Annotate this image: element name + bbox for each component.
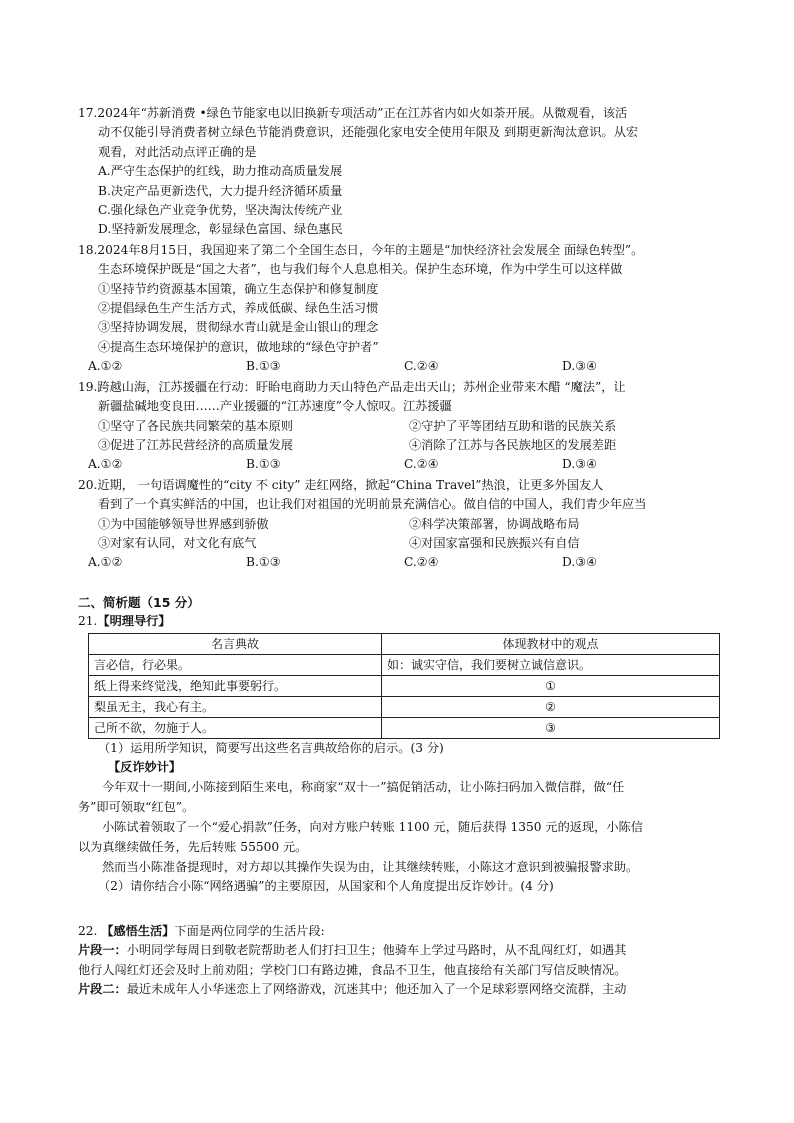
question-17 [78,104,720,240]
q20-stem-line: 看到了一个真实鲜活的中国，也让我们对祖国的光明前景充满信心。做自信的中国人，我们青少年应当 [98,497,647,512]
section-title: 二、简析题（15 分） [78,594,200,610]
q18-statement: ③坚持协调发展，贯彻绿水青山就是金山银山的理念 [98,320,379,335]
story-line: 务”即可领取“红包”。 [78,799,195,814]
q17-option-a: A.严守生态保护的红线，助力推动高质量发展 [98,164,343,179]
table-cell-quote: 梨虽无主，我心有主。 [89,696,382,717]
q19-option-a: A.①② [88,457,123,472]
q18-option-c: C.②④ [404,359,439,374]
q19-statement: ③促进了江苏民营经济的高质量发展 [98,437,293,452]
q20-statement: ②科学决策部署，协调战略布局 [409,516,580,531]
quotes-table [88,633,720,739]
table-header-row [89,633,720,654]
q17-stem-line: 观看，对此活动点评正确的是 [98,144,257,159]
q19-options [78,455,720,474]
q17-option-b: B.决定产品更新迭代，大力提升经济循环质量 [98,183,343,198]
story-line: 然而当小陈准备提现时，对方却以其操作失误为由，让其继续转账，小陈这才意识到被骗报警求助。 [102,860,639,874]
q17-option-c: C.强化绿色产业竞争优势，坚决淘汰传统产业 [98,203,343,218]
q19-statements-row [78,417,720,436]
q18-options [78,357,720,376]
fragment-2-label: 片段二： [78,982,127,997]
q20-statement: ③对家有认同，对文化有底气 [98,535,257,550]
q21-sub-question-2: （2）请你结合小陈“网络遇骗”的主要原因，从国家和个人角度提出反诈妙计。(4 分) [98,879,554,894]
table-cell-quote: 纸上得来终觉浅，绝知此事要躬行。 [89,675,382,696]
q22-tag: 【感悟生活】 [101,923,175,938]
table-cell-view: ③ [382,717,720,738]
q21-tag: 【明理导行】 [97,614,171,629]
q20-option-d: D.③④ [562,555,598,570]
q18-statement: ②提倡绿色生产生活方式，养成低碳、绿色生活习惯 [98,301,379,316]
question-22 [78,922,720,1000]
story-line: 今年双十一期间,小陈接到陌生来电，称商家“双十一”搞促销活动，让小陈扫码加入微信群，做“任 [102,780,625,795]
fragment-1-line: 小明同学每周日到敬老院帮助老人们打扫卫生；他骑车上学过马路时，从不乱闯红灯，如遇其 [126,943,627,958]
q20-option-a: A.①② [88,555,123,570]
q21-tag-2: 【反诈妙计】 [108,759,182,774]
table-row [89,717,720,738]
q19-statements-row [78,436,720,455]
q21-sub-question-1: （1）运用所学知识，简要写出这些名言典故给你的启示。(3 分) [98,740,444,755]
q17-stem-line: 动不仅能引导消费者树立绿色节能消费意识，还能强化家电安全使用年限及 到期更新淘汰意识。从宏 [98,125,639,140]
q19-option-d: D.③④ [562,457,598,472]
question-18 [78,241,720,377]
q22-number: 22. [78,923,98,938]
q18-statement: ①坚持节约资源基本国策，确立生态保护和修复制度 [98,281,379,296]
table-row [89,696,720,717]
exam-page [78,104,720,1000]
fragment-1-line: 他行人闯红灯还会及时上前劝阻；学校门口有路边摊，食品不卫生，他直接给有关部门写信反映情况。 [78,962,627,977]
q17-option-d: D.坚持新发展理念，彰显绿色富国、绿色惠民 [98,222,343,237]
question-20 [78,476,720,573]
q18-statement: ④提高生态环境保护的意识，做地球的“绿色守护者” [98,339,379,354]
q19-statement: ④消除了江苏与各民族地区的发展差距 [409,437,617,452]
q20-option-b: B.①③ [246,555,281,570]
fragment-1-label: 片段一： [78,943,127,958]
q21-number: 21. [78,614,98,629]
table-header-quote: 名言典故 [89,633,382,654]
q20-stem-line: 20.近期， 一句语调魔性的“city 不 city” 走红网络，掀起“China Travel”热浪，让更多外国友人 [78,477,604,492]
q19-option-b: B.①③ [246,457,281,472]
q20-options [78,553,720,572]
q18-stem-line: 生态环境保护既是“国之大者”，也与我们每个人息息相关。保护生态环境，作为中学生可以这样做 [98,262,623,277]
story-line: 以为真继续做任务，先后转账 55500 元。 [78,839,308,854]
question-19 [78,378,720,475]
q19-option-c: C.②④ [404,457,439,472]
q19-statement: ②守护了平等团结互助和谐的民族关系 [409,418,617,433]
q19-stem-line: 新疆盐碱地变良田……产业援疆的“江苏速度”令人惊叹。江苏援疆 [98,399,452,414]
table-cell-quote: 言必信，行必果。 [89,654,382,675]
q20-statement: ④对国家富强和民族振兴有自信 [409,535,580,550]
q19-stem-line: 19.跨越山海，江苏援疆在行动：盱眙电商助力天山特色产品走出天山；苏州企业带来木醋 “魔法”，让 [78,379,626,394]
table-cell-view: ① [382,675,720,696]
q18-option-b: B.①③ [246,359,281,374]
q18-option-a: A.①② [88,359,123,374]
story-line: 小陈试着领取了一个“爱心捐款”任务，向对方账户转账 1100 元，随后获得 1350 元的返现，小陈信 [102,820,643,835]
fragment-2-line: 最近未成年人小华迷恋上了网络游戏，沉迷其中；他还加入了一个足球彩票网络交流群，主动 [126,982,627,997]
q20-statements-row [78,534,720,553]
q20-statements-row [78,515,720,534]
table-cell-view: ② [382,696,720,717]
q20-option-c: C.②④ [404,555,439,570]
q17-stem-line: 17.2024年“苏新消费 •绿色节能家电以旧换新专项活动”正在江苏省内如火如荼开展。从微观看，该活 [78,106,628,120]
q18-stem-line: 18.2024年8月15日，我国迎来了第二个全国生态日，今年的主题是“加快经济社会发展全 面绿色转型”。 [78,242,644,257]
question-21 [78,612,720,897]
table-cell-quote: 己所不欲，勿施于人。 [89,717,382,738]
table-row [89,654,720,675]
table-header-view: 体现教材中的观点 [382,633,720,654]
table-cell-view: 如：诚实守信，我们要树立诚信意识。 [382,654,720,675]
q20-statement: ①为中国能够领导世界感到骄傲 [98,516,269,531]
q19-statement: ①坚守了各民族共同繁荣的基本原则 [98,418,293,433]
q22-intro: 下面是两位同学的生活片段: [174,923,325,938]
q18-option-d: D.③④ [562,359,598,374]
table-row [89,675,720,696]
